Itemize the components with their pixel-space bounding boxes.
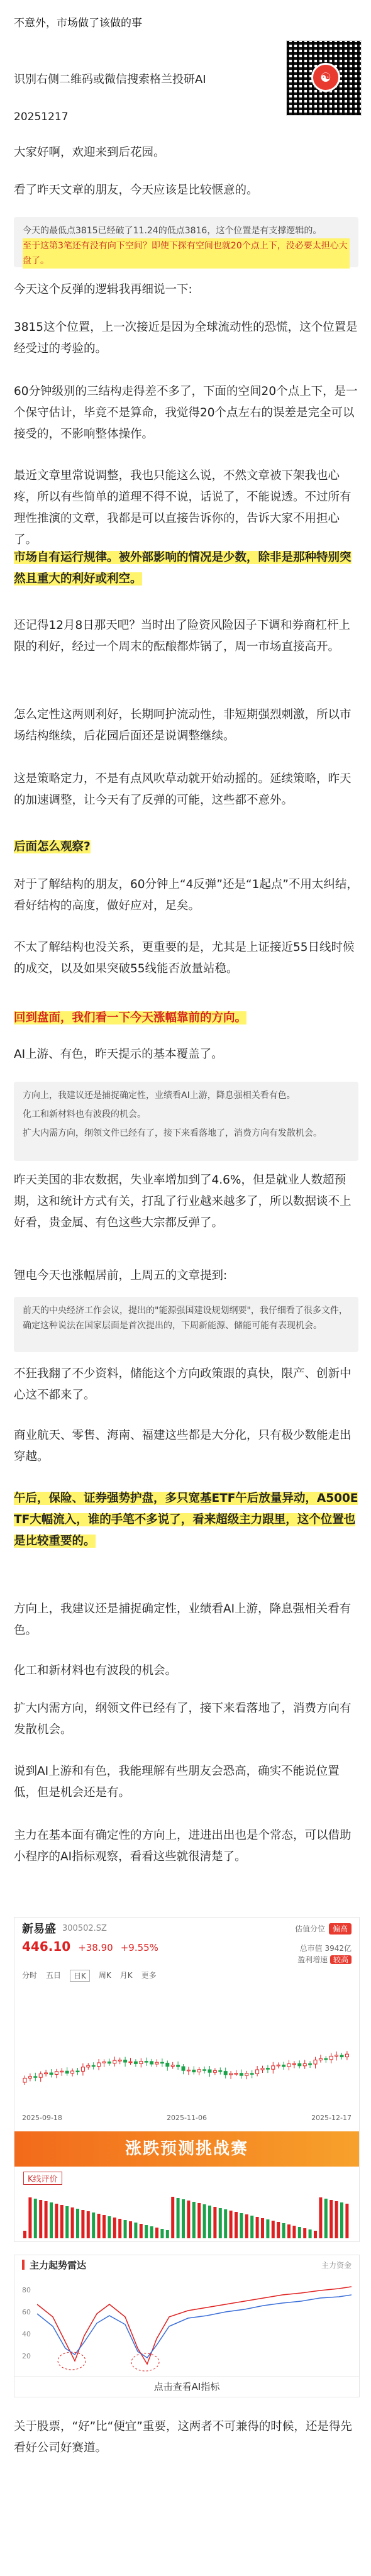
volume-bar xyxy=(303,2228,306,2238)
volume-bar xyxy=(187,2201,190,2238)
indicator-header xyxy=(14,2255,359,2274)
candle-body xyxy=(76,2071,79,2072)
title-marker-icon xyxy=(22,2260,25,2270)
date-tick: 2025-12-17 xyxy=(311,2114,352,2122)
candle-body xyxy=(140,2062,143,2064)
profit-label: 盈利增速 xyxy=(297,1955,328,1964)
candle-body xyxy=(235,2074,238,2075)
candle-body xyxy=(171,2065,174,2067)
volume-bar xyxy=(76,2209,79,2238)
candle-body xyxy=(230,2074,233,2075)
candle-body xyxy=(240,2074,243,2076)
candle-body xyxy=(287,2064,291,2067)
volume-bar xyxy=(319,2197,322,2238)
candle-body xyxy=(261,2068,264,2070)
volume-bar xyxy=(166,2230,169,2238)
volume-bar xyxy=(272,2221,275,2238)
heading-text: 后面怎么观察? xyxy=(14,840,91,853)
volume-bar xyxy=(140,2224,143,2238)
indicator-y-axis xyxy=(22,2279,31,2367)
volume-bar xyxy=(160,2229,163,2238)
volume-bar xyxy=(102,2215,106,2238)
market-cap-value: 3942亿 xyxy=(324,1944,352,1953)
volume-bar xyxy=(266,2219,269,2238)
paragraph: 扩大内需方向，纲领文件已经有了，接下来看落地了，消费方向有发散机会。 xyxy=(14,1702,352,1736)
period-tab[interactable]: 分时 xyxy=(22,1971,38,1980)
paragraph: 说到AI上游和有色，我能理解有些朋友会恐高，确实不能说位置低，但是机会还是有。 xyxy=(14,1765,340,1799)
period-tab[interactable]: 五日 xyxy=(46,1971,62,1980)
quote-block xyxy=(14,1297,358,1352)
period-tab[interactable]: 更多 xyxy=(141,1971,157,1980)
badge-value: 偏高 xyxy=(329,1923,352,1935)
candle-body xyxy=(113,2060,116,2063)
indicator-line-blue xyxy=(37,2295,352,2358)
paragraph: 商业航天、零售、海南、福建这些都是大分化，只有极少数能走出穿越。 xyxy=(14,1429,352,1463)
candle-body xyxy=(182,2067,185,2070)
kline-review-tag[interactable]: K线评价 xyxy=(23,2172,62,2185)
volume-chart xyxy=(14,2188,359,2241)
volume-bar xyxy=(340,2202,343,2238)
candle-body xyxy=(335,2055,338,2057)
quote-highlight: 至于这第3笔还有没有向下空间？即使下探有空间也就20个点上下，没必要太担心大盘了。 xyxy=(23,238,350,269)
quote-block xyxy=(14,1082,358,1161)
stock-name: 新易盛 xyxy=(22,1923,56,1936)
candle-body xyxy=(39,2074,42,2078)
indicator-line-red xyxy=(37,2287,352,2364)
quote-text: 扩大内需方向，纲领文件已经有了，接下来看落地了，消费方向有发散机会。 xyxy=(23,1128,322,1138)
paragraph: 这是策略定力，不是有点风吹草动就开始动摇的。延续策略，昨天的加速调整，让今天有了反弹的可能，这些都不意外。 xyxy=(14,772,352,807)
volume-bar xyxy=(309,2229,312,2238)
market-cap xyxy=(300,1943,352,1953)
quote-text: 化工和新材料也有波段的机会。 xyxy=(23,1109,146,1119)
period-tabs xyxy=(14,1965,359,1984)
price-row xyxy=(14,1939,359,1954)
candle-body xyxy=(155,2062,158,2064)
volume-bar xyxy=(329,2200,333,2238)
candle-body xyxy=(45,2073,48,2074)
candle-body xyxy=(28,2077,31,2079)
volume-bar xyxy=(129,2221,132,2238)
volume-bar xyxy=(240,2213,243,2238)
brand-logo-icon: ☯ xyxy=(311,63,340,92)
stock-header xyxy=(14,1918,359,1939)
volume-bar xyxy=(124,2220,127,2238)
date-axis xyxy=(22,2114,352,2122)
y-tick: 40 xyxy=(22,2330,31,2338)
volume-bar xyxy=(245,2214,248,2238)
paragraph: 主力在基本面有确定性的方向上，进进出出也是个常态，可以借助小程序的AI指标观察，看看这些就很清楚了。 xyxy=(14,1829,352,1863)
candle-body xyxy=(324,2058,328,2060)
candle-body xyxy=(256,2070,259,2074)
market-cap-label: 总市值 xyxy=(299,1944,323,1953)
candle-body xyxy=(224,2072,227,2075)
quote-block xyxy=(14,217,358,267)
volume-bar xyxy=(261,2218,264,2238)
paragraph: 方向上，我建议还是捕捉确定性，业绩看AI上游，降息强相关看有色。 xyxy=(14,1602,352,1637)
candle-body xyxy=(329,2056,333,2059)
volume-bar xyxy=(314,2231,317,2238)
quote-text: 方向上，我建议还是捕捉确定性，业绩看AI上游，降息强相关看有色。 xyxy=(23,1091,296,1101)
stock-app-screenshot xyxy=(14,1917,360,2242)
indicator-note: 主力资金 xyxy=(321,2260,352,2270)
volume-bar xyxy=(171,2197,174,2238)
candle-body xyxy=(266,2068,269,2070)
indicator-title: 主力起势雷达 xyxy=(30,2259,87,2271)
highlight-paragraph xyxy=(14,547,358,590)
volume-bar xyxy=(134,2223,137,2238)
section-heading xyxy=(14,1008,358,1029)
volume-bar xyxy=(28,2197,31,2238)
volume-bar xyxy=(213,2207,216,2238)
indicator-lines xyxy=(37,2279,352,2373)
highlight-text: 市场自有运行规律。被外部影响的情况是少数，除非是那种特别突然且重大的利好或利空。 xyxy=(14,551,352,586)
volume-bar xyxy=(108,2216,111,2238)
candle-body xyxy=(213,2070,216,2072)
volume-bar xyxy=(345,2204,348,2238)
profit-value: 较高 xyxy=(330,1955,352,1964)
volume-bar xyxy=(208,2206,211,2238)
stock-change-pct: +9.55% xyxy=(120,1942,158,1953)
volume-bar xyxy=(150,2226,153,2238)
candle-body xyxy=(102,2062,106,2063)
highlight-text: 午后，保险、证券强势护盘，多只宽基ETF午后放量异动，A500ETF大幅流入，谁的手笔不多说了，看来超级主力跟里，这个位置也是比较重要的。 xyxy=(14,1492,358,1548)
candle-body xyxy=(345,2054,348,2057)
volume-bar xyxy=(192,2202,196,2238)
paragraph: 60分钟级别的三结构走得差不多了，下面的空间20个点上下，是一个保守估计，毕竟不是算命，我觉得20个点左右的误差是完全可以接受的，不影响整体操作。 xyxy=(14,385,358,441)
candle-body xyxy=(145,2062,148,2063)
candle-body xyxy=(50,2073,53,2074)
candle-body xyxy=(292,2063,296,2065)
section-heading xyxy=(14,836,358,858)
volume-bar xyxy=(65,2206,69,2238)
paragraph: 3815这个位置，上一次接近是因为全球流动性的恐慌，这个位置是经受过的考验的。 xyxy=(14,321,358,355)
volume-bar xyxy=(81,2210,84,2238)
volume-bar xyxy=(155,2228,158,2238)
volume-bar xyxy=(118,2219,121,2238)
article-title: 不意外，市场做了该做的事 xyxy=(14,17,142,30)
volume-bar xyxy=(335,2201,338,2238)
paragraph: 锂电今天也涨幅居前，上周五的文章提到: xyxy=(14,1269,228,1282)
candle-body xyxy=(150,2062,153,2064)
paragraph: 不狂我翻了不少资料，储能这个方向政策跟的真快，限产、创新中心这不都来了。 xyxy=(14,1367,352,1402)
highlight-paragraph xyxy=(14,1488,358,1552)
stock-change: +38.90 xyxy=(78,1942,113,1953)
candle-body xyxy=(177,2065,180,2067)
candle-body xyxy=(124,2060,127,2062)
candle-body xyxy=(203,2070,206,2071)
y-tick: 60 xyxy=(22,2308,31,2316)
volume-bar xyxy=(277,2222,280,2238)
profit-row xyxy=(14,1954,359,1965)
paragraph: 关于股票，“好”比“便宜”重要，这两者不可兼得的时候，还是得先看好公司好赛道。 xyxy=(14,2420,352,2455)
candle-body xyxy=(134,2062,137,2063)
volume-bar xyxy=(23,2231,26,2238)
y-tick: 80 xyxy=(22,2286,31,2294)
profit-growth xyxy=(297,1954,352,1965)
candle-body xyxy=(118,2060,121,2062)
volume-bar xyxy=(177,2198,180,2238)
period-tab[interactable]: 月K xyxy=(119,1971,133,1980)
volume-bar xyxy=(219,2208,222,2238)
candle-body xyxy=(60,2071,64,2072)
volume-bar xyxy=(50,2202,53,2238)
volume-bar xyxy=(256,2217,259,2238)
volume-bar xyxy=(282,2223,285,2238)
paragraph: 不太了解结构也没关系，更重要的是，尤其是上证接近55日线时候的成交，以及如果突破55线能否放量站稳。 xyxy=(14,941,355,975)
indicator-screenshot xyxy=(14,2255,360,2397)
candle-body xyxy=(23,2078,26,2082)
stock-code: 300502.SZ xyxy=(62,1923,107,1933)
volume-bar xyxy=(298,2227,301,2238)
y-tick: 20 xyxy=(22,2352,31,2360)
date-tick: 2025-09-18 xyxy=(22,2114,62,2122)
paragraph: 昨天美国的非农数据，失业率增加到了4.6%，但是就业人数超预期，这和统计方式有关，打乱了行业越来越多了，所以数据谈不上好看，贵金属、有色这些大宗都反弹了。 xyxy=(14,1174,352,1230)
period-tab[interactable]: 日K xyxy=(70,1970,90,1982)
volume-bar xyxy=(145,2225,148,2238)
volume-bar xyxy=(55,2204,58,2238)
candle-body xyxy=(87,2065,90,2067)
volume-bar xyxy=(230,2211,233,2238)
candle-body xyxy=(160,2062,163,2063)
volume-bar xyxy=(92,2212,95,2238)
volume-bar xyxy=(97,2214,101,2238)
candle-body xyxy=(250,2074,253,2075)
candle-body xyxy=(309,2063,312,2065)
date-tick: 2025-11-06 xyxy=(167,2114,207,2122)
volume-bar xyxy=(182,2199,185,2238)
badge-label: 估值分位 xyxy=(294,1924,325,1933)
paragraph: 最近文章里常说调整，我也只能这么说，不然文章被下架我也心疼，所以有些简单的道理不得不说，话说了，不能说透。不过所有理性推演的文章，我都是可以直接告诉你的，告诉大家不用担心了。 xyxy=(14,469,352,547)
candle-body xyxy=(303,2063,306,2065)
candle-body xyxy=(282,2065,285,2067)
volume-bar xyxy=(39,2200,42,2238)
candle-body xyxy=(81,2067,84,2072)
quote-text: 前天的中央经济工作会议，提出的"能源强国建设规划纲要"，我仔细看了很多文件，确定这种说法在国家层面是首次提出的，下周新能源、储能可能有表现机会。 xyxy=(23,1306,348,1331)
volume-bar xyxy=(235,2212,238,2238)
candle-body xyxy=(340,2055,343,2057)
candle-body xyxy=(55,2072,58,2075)
candle-body xyxy=(277,2065,280,2066)
volume-bar xyxy=(250,2216,253,2238)
candle-body xyxy=(314,2060,317,2064)
view-ai-indicator-button[interactable]: 点击查看AI指标 xyxy=(14,2376,359,2397)
promo-banner[interactable]: 涨跌预测挑战赛 xyxy=(14,2131,359,2167)
volume-bar xyxy=(224,2209,227,2238)
candle-body xyxy=(197,2070,201,2072)
paragraph: 还记得12月8日那天吧？当时出了险资风险因子下调和券商杠杆上限的利好，经过一个周末的酝酿都炸锅了，周一市场直接高开。 xyxy=(14,619,350,653)
candle-body xyxy=(319,2058,322,2060)
heading-text: 回到盘面，我们看一下今天涨幅靠前的方向。 xyxy=(14,1011,247,1024)
valuation-badge xyxy=(295,1923,352,1934)
qr-instruction: 识别右侧二维码或微信搜索格兰投研AI xyxy=(14,73,206,86)
candle-body xyxy=(92,2065,95,2067)
volume-bar xyxy=(203,2204,206,2238)
volume-bar xyxy=(324,2199,328,2238)
candle-body xyxy=(71,2071,74,2074)
candle-body xyxy=(65,2071,69,2073)
article-date: 20251217 xyxy=(14,111,69,123)
period-tab[interactable]: 周K xyxy=(98,1971,111,1980)
stock-price: 446.10 xyxy=(22,1939,71,1954)
paragraph: 怎么定性这两则利好，长期呵护流动性，非短期强烈刺激，所以市场结构继续，后花园后面还是说调整继续。 xyxy=(14,708,352,743)
candle-body xyxy=(219,2070,222,2072)
candle-body xyxy=(245,2074,248,2075)
candle-body xyxy=(129,2062,132,2063)
volume-bar xyxy=(292,2226,296,2238)
candle-body xyxy=(97,2063,101,2067)
volume-bar xyxy=(71,2207,74,2238)
paragraph: 大家好啊，欢迎来到后花园。 xyxy=(14,146,165,159)
candle-body xyxy=(34,2077,37,2078)
paragraph: 今天这个反弹的逻辑我再细说一下: xyxy=(14,283,192,296)
volume-bar xyxy=(113,2218,116,2238)
kline-chart xyxy=(14,1988,359,2114)
candle-body xyxy=(166,2063,169,2066)
paragraph: 化工和新材料也有波段的机会。 xyxy=(14,1664,177,1677)
candle-body xyxy=(298,2063,301,2066)
paragraph: 看了昨天文章的朋友，今天应该是比较惬意的。 xyxy=(14,184,258,197)
candle-body xyxy=(108,2062,111,2063)
candle-body xyxy=(192,2070,196,2072)
candle-body xyxy=(208,2070,211,2072)
volume-bar xyxy=(34,2199,37,2238)
volume-bar xyxy=(197,2203,201,2238)
paragraph: AI上游、有色，昨天提示的基本覆盖了。 xyxy=(14,1048,223,1061)
candle-body xyxy=(187,2070,190,2071)
volume-bar xyxy=(287,2224,291,2238)
candle-body xyxy=(272,2066,275,2069)
volume-bar xyxy=(45,2201,48,2238)
volume-bar xyxy=(87,2211,90,2238)
paragraph: 对于了解结构的朋友，60分钟上“4反弹”还是“1起点”不用太纠结，看好结构的高度，做好应对，足矣。 xyxy=(14,878,358,913)
volume-bar xyxy=(60,2205,64,2238)
quote-text: 今天的最低点3815已经破了11.24的低点3816，这个位置是有支撑逻辑的。 xyxy=(23,226,322,236)
